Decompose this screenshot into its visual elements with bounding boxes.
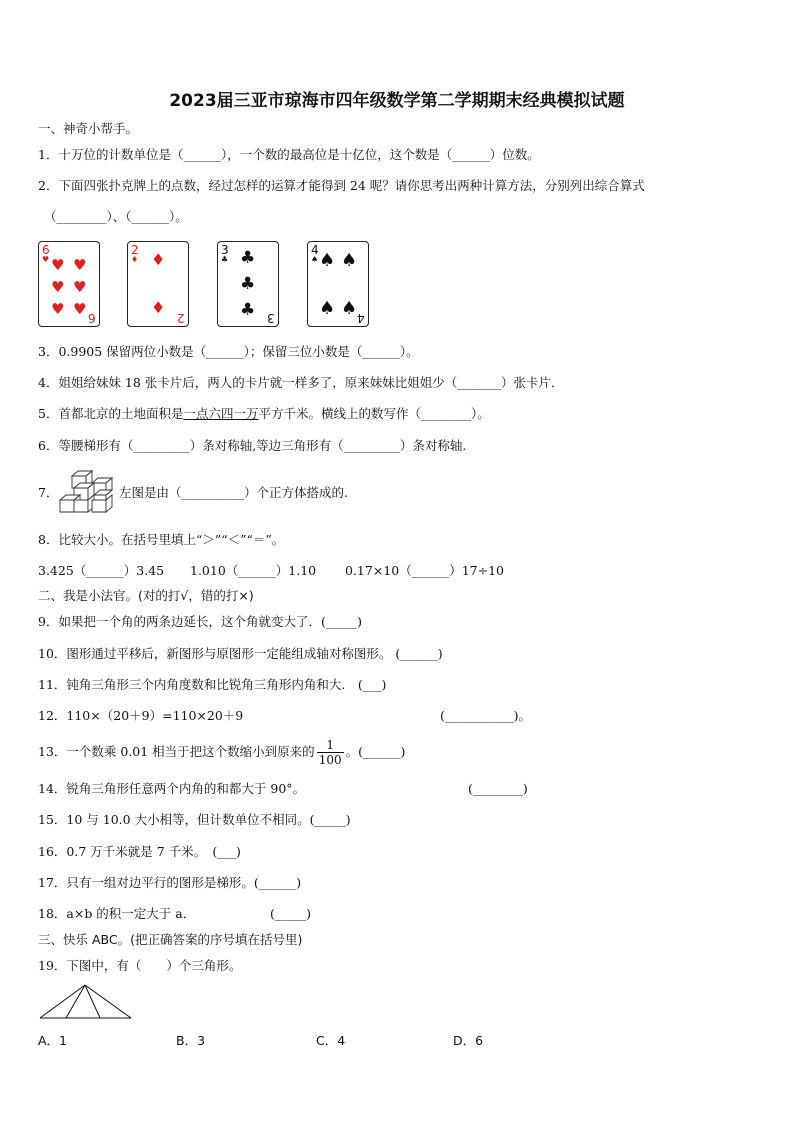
card-rank: 4: [311, 243, 319, 257]
question-3: 3．0.9905 保留两位小数是（______）；保留三位小数是（______）。: [38, 344, 419, 359]
question-16: 16．0.7 万千米就是 7 千米。 (___): [38, 844, 241, 859]
spade-icon: ♠: [341, 298, 358, 319]
page-title: 2023届三亚市琼海市四年级数学第二学期期末经典模拟试题: [169, 91, 625, 111]
spade-icon: ♠: [319, 298, 336, 319]
question-2-line-2: （________）、（______）。: [44, 209, 188, 224]
question-5-prefix: 5．首都北京的土地面积是: [38, 406, 184, 421]
question-4: 4．姐姐给妹妹 18 张卡片后，两人的卡片就一样多了，原来妹妹比姐姐少（_______）张卡片．: [38, 375, 564, 390]
section-2-heading: 二、我是小法官。(对的打√，错的打×): [38, 588, 254, 603]
question-12: 12．110×（20＋9）=110×20＋9: [38, 708, 244, 723]
option-c[interactable]: C．4: [316, 1033, 346, 1048]
question-8-c: 0.17×10（______）17÷10: [345, 563, 504, 578]
question-7-number: 7．: [38, 485, 59, 500]
heart-icon: ♥: [73, 300, 87, 318]
question-13-suffix: 。(______): [345, 744, 406, 759]
heart-icon: ♥: [73, 278, 87, 296]
club-icon: ♣: [240, 300, 256, 320]
question-14: 14．锐角三角形任意两个内角的和都大于 90°。: [38, 781, 306, 796]
question-18: 18．a×b 的积一定大于 a．: [38, 906, 196, 921]
playing-card-6-hearts: [38, 241, 100, 327]
question-11: 11．钝角三角形三个内角度数和比锐角三角形内角和大. (___): [38, 677, 387, 692]
card-rank: 2: [177, 311, 185, 325]
club-icon: ♣: [240, 274, 256, 294]
diamond-icon: ♦: [151, 250, 166, 269]
playing-card-4-spades: [307, 241, 369, 327]
question-9: 9．如果把一个角的两条边延长，这个角就变大了．(_____): [38, 614, 362, 629]
heart-icon: ♥: [73, 256, 87, 274]
heart-icon: ♥: [42, 255, 50, 264]
question-14-blank: (________): [468, 781, 528, 796]
heart-icon: ♥: [51, 300, 65, 318]
card-rank: 6: [42, 243, 50, 257]
triangle-figure: [38, 983, 134, 1021]
question-1: 1．十万位的计数单位是（______），一个数的最高位是十亿位，这个数是（______）位数。: [38, 147, 540, 162]
diamond-icon: ♦: [151, 298, 166, 317]
option-a[interactable]: A．1: [38, 1033, 68, 1048]
question-13: [38, 738, 405, 767]
club-icon: ♣: [221, 255, 229, 264]
question-10: 10．图形通过平移后，新图形与原图形一定能组成轴对称图形。 (______): [38, 646, 443, 661]
heart-icon: ♥: [51, 256, 65, 274]
heart-icon: ♥: [51, 278, 65, 296]
spade-icon: ♠: [341, 250, 358, 271]
question-17: 17．只有一组对边平行的图形是梯形。(______): [38, 875, 302, 890]
question-7-text: 左图是由（__________）个正方体搭成的.: [119, 485, 348, 500]
playing-card-3-clubs: [217, 241, 279, 327]
section-3-heading: 三、快乐 ABC。(把正确答案的序号填在括号里): [38, 932, 303, 947]
question-6: 6．等腰梯形有（_________）条对称轴,等边三角形有（_________）条对称轴.: [38, 438, 467, 453]
card-rank: 2: [131, 243, 139, 257]
question-12-blank: (___________)。: [440, 708, 532, 723]
option-b[interactable]: B．3: [176, 1033, 206, 1048]
cube-stack-figure: [58, 468, 118, 514]
question-8-b: 1.010（______）1.10: [190, 563, 317, 578]
question-8-a: 3.425（______）3.45: [38, 563, 165, 578]
option-d[interactable]: D．6: [453, 1033, 484, 1048]
fraction-numerator: 1: [317, 738, 344, 753]
club-icon: ♣: [240, 248, 256, 268]
question-5-underlined: 一点六四一万: [183, 406, 259, 421]
question-8: 8．比较大小。在括号里填上“＞”“＜”“＝”。: [38, 532, 285, 547]
card-rank: 6: [88, 311, 96, 325]
card-rank: 3: [267, 311, 275, 325]
question-13-prefix: 13．一个数乘 0.01 相当于把这个数缩小到原来的: [38, 744, 315, 759]
diamond-icon: ♦: [131, 255, 139, 264]
card-rank: 3: [221, 243, 229, 257]
fraction-denominator: 100: [318, 753, 342, 767]
playing-card-2-diamonds: [127, 241, 189, 327]
card-rank: 4: [357, 311, 365, 325]
question-18-blank: (_____): [270, 906, 312, 921]
fraction-1-over-100: [317, 738, 344, 767]
spade-icon: ♠: [319, 250, 336, 271]
question-19: 19．下图中，有（ ）个三角形。: [38, 958, 242, 973]
question-5-suffix: 平方千米。横线上的数写作（________）。: [258, 406, 490, 421]
question-15: 15．10 与 10.0 大小相等，但计数单位不相同。(_____): [38, 812, 351, 827]
question-2-line-1: 2．下面四张扑克牌上的点数，经过怎样的运算才能得到 24 呢？请你思考出两种计算方法，分别列出综合算式: [38, 178, 645, 193]
spade-icon: ♠: [311, 255, 319, 264]
question-5: [38, 405, 490, 423]
section-1-heading: 一、神奇小帮手。: [38, 121, 139, 136]
